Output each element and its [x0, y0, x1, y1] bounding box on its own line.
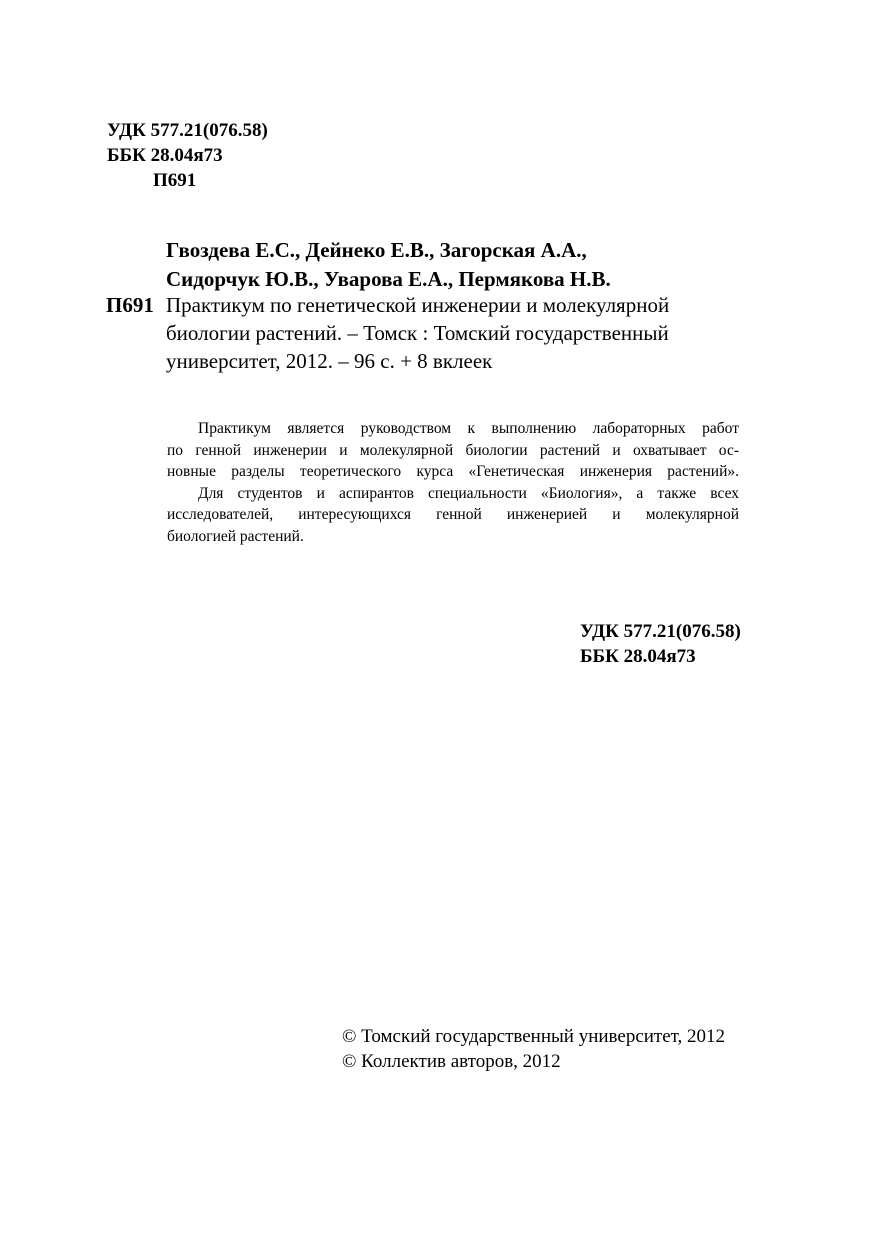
bbk-code: ББК 28.04я73	[580, 646, 696, 667]
bbk-code: ББК 28.04я73	[107, 145, 223, 166]
bibliographic-entry	[166, 291, 669, 375]
catalog-author-mark: П691	[106, 293, 154, 317]
abstract-paragraph-1	[136, 418, 739, 483]
abstract-paragraph-2	[136, 483, 739, 548]
udk-code: УДК 577.21(076.58)	[580, 621, 741, 642]
abstract-line: Практикум является руководством к выполнению лабораторных работ	[198, 420, 739, 437]
abstract-line: по генной инженерии и молекулярной биологии растений и охватывает ос-	[167, 441, 739, 459]
authors-line-2: Сидорчук Ю.В., Уварова Е.А., Пермякова Н.В.	[166, 267, 611, 291]
abstract-line: исследователей, интересующихся генной инженерией и молекулярной	[167, 506, 739, 523]
udk-code: УДК 577.21(076.58)	[107, 120, 268, 141]
abstract-line: Для студентов и аспирантов специальности «Биология», а также всех	[198, 484, 739, 502]
bibliographic-line-2: биологии растений. – Томск : Томский государственный	[166, 321, 669, 345]
bibliographic-line-3: университет, 2012. – 96 с. + 8 вклеек	[166, 349, 493, 373]
copyright-authors: © Коллектив авторов, 2012	[342, 1051, 561, 1072]
copyright-university: © Томский государственный университет, 2012	[342, 1026, 726, 1047]
copyright-block	[342, 1024, 725, 1074]
author-mark: П691	[153, 170, 197, 191]
abstract-line: биологией растений.	[167, 527, 304, 545]
authors-line-1: Гвоздева Е.С., Дейнеко Е.В., Загорская А.А.,	[166, 238, 587, 262]
classification-block-top	[107, 118, 268, 193]
abstract	[136, 418, 739, 547]
authors-list	[166, 236, 611, 294]
abstract-line: новные разделы теоретического курса «Генетическая инженерия растений».	[167, 463, 739, 480]
bibliographic-line-1: Практикум по генетической инженерии и молекулярной	[166, 293, 670, 317]
classification-block-bottom	[580, 619, 741, 669]
